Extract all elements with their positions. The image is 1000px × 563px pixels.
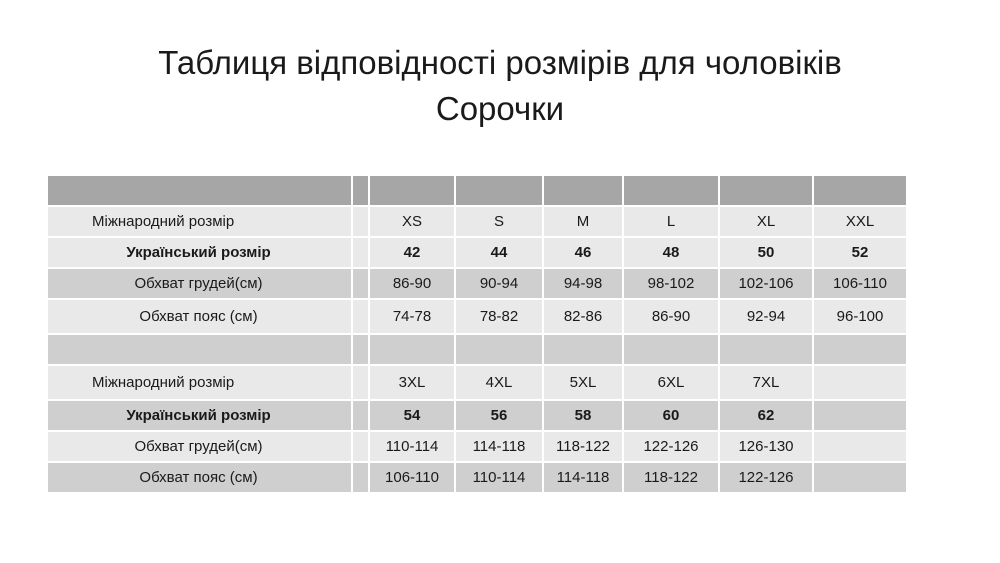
table-cell: 98-102 [624, 269, 720, 300]
table-cell: XXL [814, 207, 906, 238]
table-cell: M [544, 207, 624, 238]
separator-cell [353, 335, 370, 366]
header-cell [814, 176, 906, 207]
table-cell: 54 [370, 401, 456, 432]
table-cell: L [624, 207, 720, 238]
table-cell: XL [720, 207, 814, 238]
table-cell: 42 [370, 238, 456, 269]
table-cell: 4XL [456, 366, 544, 401]
table-cell: 118-122 [624, 463, 720, 494]
table-header-row [48, 176, 906, 207]
table-cell: 3XL [370, 366, 456, 401]
header-cell [544, 176, 624, 207]
table-row-intl-size [48, 207, 906, 238]
table-cell: 110-114 [370, 432, 456, 463]
table-cell: XS [370, 207, 456, 238]
table-row-ua-size [48, 401, 906, 432]
table-cell: 62 [720, 401, 814, 432]
row-label: Український розмір [48, 238, 353, 269]
table-cell: 60 [624, 401, 720, 432]
table-row-chest [48, 432, 906, 463]
table-cell: 86-90 [624, 300, 720, 335]
header-cell [353, 176, 370, 207]
table-cell: S [456, 207, 544, 238]
row-label: Обхват грудей(см) [48, 432, 353, 463]
slide-title-line2: Сорочки [435, 90, 565, 127]
table-cell: 7XL [720, 366, 814, 401]
table-cell: 58 [544, 401, 624, 432]
spacer-cell [353, 207, 370, 238]
table-cell: 114-118 [456, 432, 544, 463]
table-cell [814, 432, 906, 463]
table-row-ua-size [48, 238, 906, 269]
separator-cell [544, 335, 624, 366]
header-cell [624, 176, 720, 207]
header-cell [720, 176, 814, 207]
table-cell: 94-98 [544, 269, 624, 300]
header-cell [370, 176, 456, 207]
row-label: Міжнародний розмір [48, 207, 353, 238]
spacer-cell [353, 401, 370, 432]
table-row-chest [48, 269, 906, 300]
table-cell: 52 [814, 238, 906, 269]
table-cell: 110-114 [456, 463, 544, 494]
row-label: Обхват грудей(см) [48, 269, 353, 300]
spacer-cell [353, 238, 370, 269]
spacer-cell [353, 366, 370, 401]
table-cell: 5XL [544, 366, 624, 401]
separator-cell [624, 335, 720, 366]
separator-cell [48, 335, 353, 366]
table-cell: 96-100 [814, 300, 906, 335]
table-cell: 44 [456, 238, 544, 269]
table-row-waist [48, 463, 906, 494]
separator-cell [720, 335, 814, 366]
table-cell: 118-122 [544, 432, 624, 463]
row-label: Обхват пояс (см) [48, 463, 353, 494]
table-row-separator [48, 335, 906, 366]
table-cell: 82-86 [544, 300, 624, 335]
table-cell: 106-110 [814, 269, 906, 300]
table-cell: 92-94 [720, 300, 814, 335]
spacer-cell [353, 463, 370, 494]
table-cell: 48 [624, 238, 720, 269]
table-cell: 74-78 [370, 300, 456, 335]
spacer-cell [353, 300, 370, 335]
row-label: Український розмір [48, 401, 353, 432]
table-cell: 122-126 [624, 432, 720, 463]
row-label: Обхват пояс (см) [48, 300, 353, 335]
header-cell [456, 176, 544, 207]
table-cell: 122-126 [720, 463, 814, 494]
header-cell [48, 176, 353, 207]
table-cell [814, 463, 906, 494]
table-row-waist [48, 300, 906, 335]
table-cell: 106-110 [370, 463, 456, 494]
table-cell: 86-90 [370, 269, 456, 300]
table-cell: 46 [544, 238, 624, 269]
spacer-cell [353, 432, 370, 463]
table-cell: 50 [720, 238, 814, 269]
table-cell: 102-106 [720, 269, 814, 300]
table-cell: 56 [456, 401, 544, 432]
table-cell: 90-94 [456, 269, 544, 300]
spacer-cell [353, 269, 370, 300]
table-cell [814, 366, 906, 401]
row-label: Міжнародний розмір [48, 366, 353, 401]
table-cell [814, 401, 906, 432]
table-cell: 114-118 [544, 463, 624, 494]
slide-title-line1: Таблиця відповідності розмірів для чоловіків [158, 44, 842, 81]
separator-cell [456, 335, 544, 366]
size-chart-table [48, 176, 906, 494]
separator-cell [370, 335, 456, 366]
separator-cell [814, 335, 906, 366]
table-cell: 6XL [624, 366, 720, 401]
table-cell: 126-130 [720, 432, 814, 463]
table-row-intl-size [48, 366, 906, 401]
table-cell: 78-82 [456, 300, 544, 335]
slide-title [0, 40, 1000, 132]
